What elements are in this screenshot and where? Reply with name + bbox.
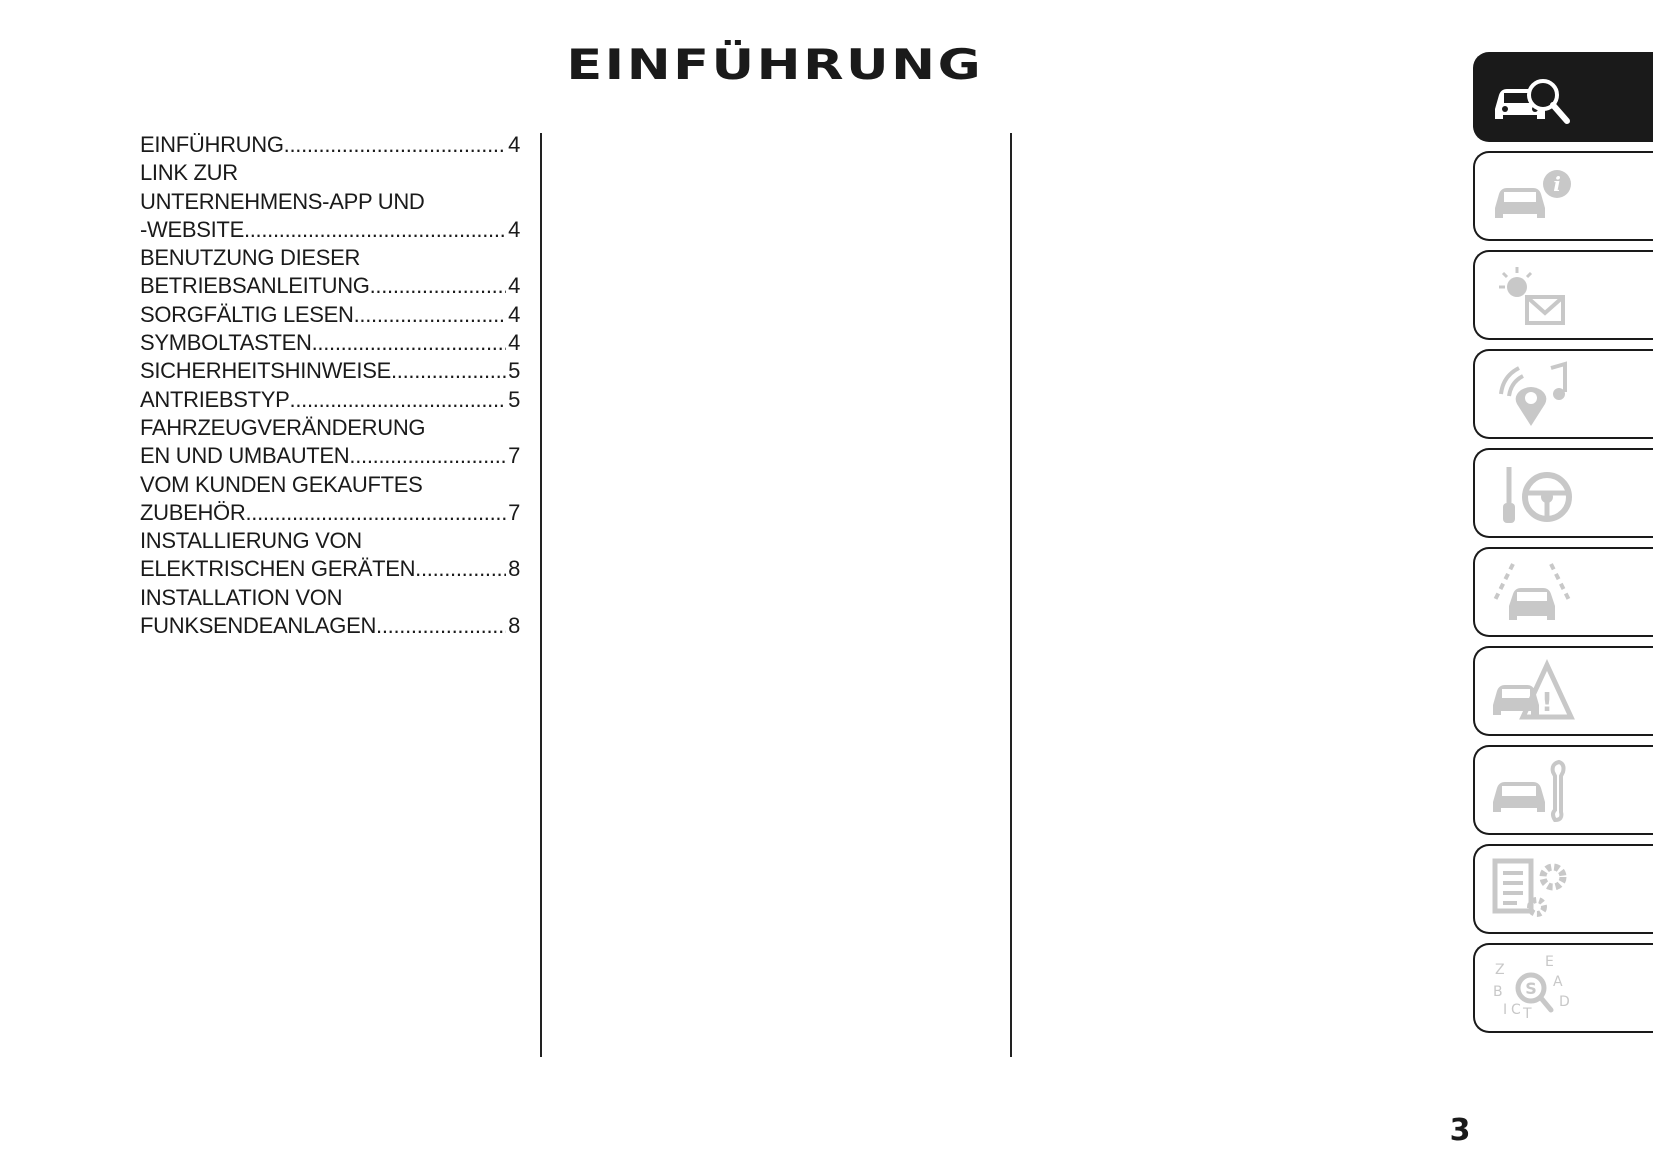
toc-leader — [244, 216, 506, 244]
toc-entry-label: EN UND UMBAUTEN — [140, 443, 350, 469]
toc-leader — [349, 442, 506, 470]
svg-text:E: E — [1545, 954, 1554, 970]
toc-entry-umbauten[interactable] — [140, 442, 520, 470]
toc-entry-label: FAHRZEUGVERÄNDERUNG — [140, 414, 426, 440]
toc-leader — [415, 555, 506, 583]
toc-entry-page: 5 — [508, 358, 520, 384]
car-info-icon — [1487, 160, 1577, 232]
car-lane-assist-icon — [1487, 556, 1577, 628]
toc-entry-sorgfaeltig[interactable] — [140, 301, 520, 329]
toc-entry-label: FUNKSENDEANLAGEN — [140, 613, 377, 639]
toc-entry-label: EINFÜHRUNG — [140, 132, 284, 157]
index-alphabet-magnifier-icon — [1487, 952, 1577, 1024]
toc-entry-page: 5 — [508, 386, 520, 412]
tab-index[interactable] — [1473, 943, 1653, 1033]
toc-entry-page: 7 — [508, 499, 520, 525]
toc-entry-page: 8 — [508, 556, 520, 582]
svg-text:!: ! — [1541, 688, 1553, 718]
toc-entry-symboltasten[interactable] — [140, 329, 520, 357]
toc-entry-label: BENUTZUNG DIESER — [140, 245, 361, 271]
tab-emergency[interactable] — [1473, 646, 1653, 736]
toc-entry-label: ZUBEHÖR — [140, 499, 246, 525]
svg-text:C: C — [1511, 1002, 1521, 1018]
toc-entry-elektrisch[interactable] — [140, 555, 520, 583]
toc-entry-link-website[interactable] — [140, 216, 520, 244]
toc-entry-page: 4 — [508, 273, 520, 299]
svg-text:D: D — [1559, 994, 1570, 1010]
tab-introduction[interactable] — [1473, 52, 1653, 142]
toc-entry-line — [140, 527, 520, 555]
toc-entry-page: 4 — [508, 301, 520, 327]
svg-text:T: T — [1523, 1006, 1532, 1022]
toc-entry-line — [140, 188, 520, 216]
tab-vehicle-info[interactable] — [1473, 151, 1653, 241]
toc-leader — [290, 386, 507, 414]
toc-entry-line — [140, 159, 520, 187]
tab-maintenance[interactable] — [1473, 745, 1653, 835]
tab-technical-data[interactable] — [1473, 844, 1653, 934]
toc-entry-page: 7 — [508, 443, 520, 469]
connectivity-music-location-icon — [1487, 358, 1577, 430]
tab-driver-assist[interactable] — [1473, 547, 1653, 637]
toc-entry-line — [140, 244, 520, 272]
toc-entry-label: SORGFÄLTIG LESEN — [140, 301, 354, 327]
car-magnifier-icon — [1487, 61, 1577, 133]
toc-leader — [354, 301, 506, 329]
toc-entry-page: 4 — [508, 132, 520, 157]
toc-entry-page: 8 — [508, 613, 520, 639]
toc-entry-label: -WEBSITE — [140, 216, 244, 242]
toc-entry-label: ANTRIEBSTYP — [140, 386, 290, 412]
toc-entry-label: ELEKTRISCHEN GERÄTEN — [140, 556, 416, 582]
toc-leader — [245, 499, 506, 527]
column-divider — [540, 133, 542, 1057]
column-divider — [1010, 133, 1012, 1057]
toc-entry-funk[interactable] — [140, 612, 520, 640]
toc-entry-zubehoer[interactable] — [140, 499, 520, 527]
toc-entry-line — [140, 584, 520, 612]
warning-light-message-icon — [1487, 259, 1577, 331]
toc-entry-label: VOM KUNDEN GEKAUFTES — [140, 471, 423, 497]
toc-leader — [376, 612, 506, 640]
toc-entry-label: SICHERHEITSHINWEISE — [140, 358, 391, 384]
toc-entry-label: INSTALLIERUNG VON — [140, 528, 362, 554]
gearstick-steering-wheel-icon — [1487, 457, 1577, 529]
toc-entry-label: LINK ZUR — [140, 160, 238, 186]
tab-warning-lights[interactable] — [1473, 250, 1653, 340]
svg-text:S: S — [1525, 979, 1537, 998]
toc-entry-page: 4 — [508, 330, 520, 356]
toc-entry-page: 4 — [508, 216, 520, 242]
toc-entry-benutzung[interactable] — [140, 272, 520, 300]
toc-leader — [370, 272, 506, 300]
toc-entry-sicherheit[interactable] — [140, 357, 520, 385]
toc-entry-einfuehrung[interactable] — [140, 131, 520, 159]
toc-entry-label: SYMBOLTASTEN — [140, 330, 312, 356]
toc-leader — [284, 131, 506, 159]
table-of-contents — [140, 131, 520, 640]
svg-text:A: A — [1553, 974, 1563, 990]
tab-driving[interactable] — [1473, 448, 1653, 538]
tab-multimedia[interactable] — [1473, 349, 1653, 439]
svg-text:I: I — [1503, 1002, 1508, 1018]
toc-entry-antriebstyp[interactable] — [140, 386, 520, 414]
toc-leader — [312, 329, 506, 357]
car-wrench-icon — [1487, 754, 1577, 826]
svg-text:i: i — [1553, 172, 1561, 196]
svg-text:B: B — [1493, 984, 1503, 1000]
toc-entry-label: UNTERNEHMENS-APP UND — [140, 188, 425, 214]
car-warning-triangle-icon — [1487, 655, 1577, 727]
toc-entry-label: INSTALLATION VON — [140, 584, 343, 610]
toc-leader — [391, 357, 506, 385]
toc-entry-line — [140, 414, 520, 442]
svg-text:Z: Z — [1495, 962, 1505, 978]
toc-entry-line — [140, 471, 520, 499]
page-number: 3 — [1449, 1113, 1471, 1148]
toc-entry-label: BETRIEBSANLEITUNG — [140, 273, 370, 299]
page-title: EINFÜHRUNG — [566, 40, 984, 89]
specs-gear-icon — [1487, 853, 1577, 925]
